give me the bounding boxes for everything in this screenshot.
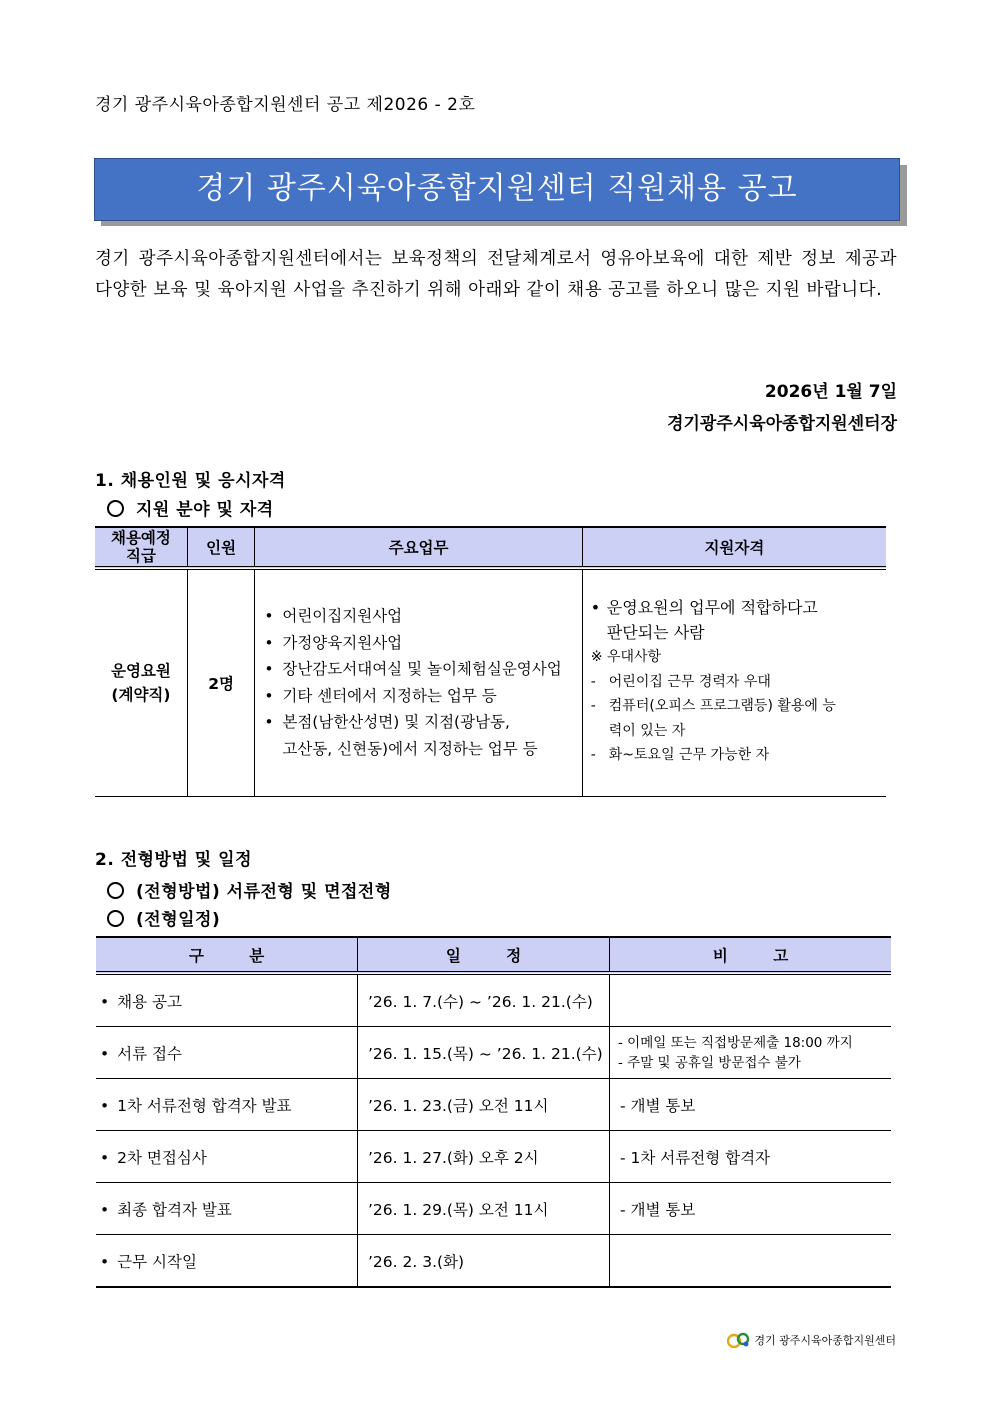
- duties-list: [256, 603, 580, 762]
- table-row: [96, 1183, 891, 1235]
- schedule-date: ’26. 1. 7.(수) ~ ’26. 1. 21.(수): [358, 973, 610, 1027]
- table-row: [96, 1235, 891, 1288]
- list-item: [264, 709, 580, 762]
- duties-cell: [255, 568, 582, 796]
- schedule-category: • 1차 서류전형 합격자 발표: [96, 1079, 358, 1131]
- intro-paragraph: 경기 광주시육아종합지원센터에서는 보육정책의 전달체계로서 영유아보육에 대한 제반 정보 제공과 다양한 보육 및 육아지원 사업을 추진하기 위해 아래와 같이 채용 공고를 하오니 많은 지원 바랍니다.: [95, 249, 897, 300]
- selection-method: [107, 877, 392, 902]
- notice-number: 경기 광주시육아종합지원센터 공고 제2026 - 2호: [95, 95, 476, 115]
- schedule-category: • 채용 공고: [96, 973, 358, 1027]
- preference-item-line1: - 컴퓨터(오피스 프로그램등) 활용에 능: [608, 698, 836, 714]
- duty-last-line2: 고산동, 신현동)에서 지정하는 업무 등: [282, 739, 538, 758]
- table-row: [96, 973, 891, 1027]
- header-duties: 주요업무: [255, 527, 582, 568]
- category-text: 근무 시작일: [117, 1252, 197, 1271]
- header-qualifications: 지원자격: [582, 527, 886, 568]
- category-text: 채용 공고: [117, 992, 182, 1011]
- schedule-remarks: - 1차 서류전형 합격자: [610, 1131, 892, 1183]
- preference-item-line2: 력이 있는 자: [608, 722, 686, 739]
- list-item: • 어린이집지원사업: [264, 603, 580, 630]
- qualification-main-line1: • 운영요원의 업무에 적합하다고: [606, 598, 818, 617]
- issuer-name: 경기광주시육아종합지원센터장: [667, 414, 897, 434]
- schedule-table: [96, 936, 891, 1288]
- section1-heading: 1. 채용인원 및 응시자격: [95, 471, 286, 491]
- page-title: 경기 광주시육아종합지원센터 직원채용 공고: [94, 158, 900, 221]
- schedule-date: ’26. 1. 23.(금) 오전 11시: [358, 1079, 610, 1131]
- position-cell: [95, 568, 187, 796]
- position-name: 운영요원: [110, 661, 171, 680]
- schedule-remarks: - 개별 통보: [610, 1079, 892, 1131]
- submission-note: - 주말 및 공휴일 방문접수 불가: [618, 1054, 801, 1071]
- schedule-category: • 서류 접수: [96, 1027, 358, 1079]
- header-count: 인원: [187, 527, 254, 568]
- section2-heading: 2. 전형방법 및 일정: [95, 850, 252, 870]
- qualification-main: [591, 596, 880, 645]
- list-item: • 장난감도서대여실 및 놀이체험실운영사업: [264, 656, 580, 683]
- qualifications-cell: [582, 568, 886, 796]
- schedule-remarks: [610, 1027, 892, 1079]
- table-header-row: [95, 527, 886, 568]
- table-row: [96, 1079, 891, 1131]
- schedule-date: ’26. 1. 29.(목) 오전 11시: [358, 1183, 610, 1235]
- schedule-remarks: - 개별 통보: [610, 1183, 892, 1235]
- schedule-date: ’26. 2. 3.(화): [358, 1235, 610, 1288]
- header-category: 구 분: [96, 937, 358, 973]
- circle-bullet-icon: [107, 500, 124, 517]
- center-logo-icon: [727, 1331, 751, 1349]
- section1-subheading-text: 지원 분야 및 자격: [136, 500, 274, 520]
- schedule-category: • 근무 시작일: [96, 1235, 358, 1288]
- selection-method-text: (전형방법) 서류전형 및 면접전형: [136, 882, 392, 902]
- category-text: 2차 면접심사: [117, 1148, 207, 1167]
- category-text: 서류 접수: [117, 1044, 182, 1063]
- schedule-date: ’26. 1. 15.(목) ~ ’26. 1. 21.(수): [358, 1027, 610, 1079]
- table-header-row: [96, 937, 891, 973]
- header-position-line2: 직급: [125, 547, 156, 565]
- qualification-main-line2: 판단되는 사람: [606, 622, 705, 642]
- schedule-remarks: [610, 1235, 892, 1288]
- table-row: [96, 1131, 891, 1183]
- footer-org-name: 경기 광주시육아종합지원센터: [754, 1334, 896, 1347]
- schedule-remarks: [610, 973, 892, 1027]
- preference-title: ※ 우대사항: [590, 649, 662, 665]
- list-item: • 가정양육지원사업: [264, 630, 580, 657]
- count-cell: 2명: [187, 568, 254, 796]
- preference-item: - 화~토요일 근무 가능한 자: [591, 743, 880, 768]
- position-type: (계약직): [111, 685, 171, 704]
- duty-last-line1: • 본점(남한산성면) 및 지점(광남동,: [282, 713, 510, 732]
- header-remarks: 비 고: [610, 937, 892, 973]
- circle-bullet-icon: [107, 910, 124, 927]
- header-position: [95, 527, 187, 568]
- schedule-label-text: (전형일정): [136, 910, 221, 930]
- category-text: 최종 합격자 발표: [117, 1200, 232, 1219]
- submission-note: - 이메일 또는 직접방문제출 18:00 까지: [618, 1034, 853, 1051]
- schedule-category: • 2차 면접심사: [96, 1131, 358, 1183]
- list-item: • 기타 센터에서 지정하는 업무 등: [264, 683, 580, 710]
- circle-bullet-icon: [107, 882, 124, 899]
- header-position-line1: 채용예정: [110, 529, 171, 547]
- table-row: [96, 1027, 891, 1079]
- footer-logo: [727, 1331, 896, 1349]
- preference-item: [591, 694, 880, 743]
- schedule-label: [107, 905, 220, 930]
- header-schedule: 일 정: [358, 937, 610, 973]
- schedule-date: ’26. 1. 27.(화) 오후 2시: [358, 1131, 610, 1183]
- recruitment-table: [95, 526, 886, 797]
- section1-subheading: [107, 495, 274, 520]
- table-row: [95, 568, 886, 796]
- announcement-date: 2026년 1월 7일: [764, 382, 897, 402]
- preference-item: - 어린이집 근무 경력자 우대: [591, 670, 880, 695]
- schedule-category: • 최종 합격자 발표: [96, 1183, 358, 1235]
- category-text: 1차 서류전형 합격자 발표: [117, 1096, 292, 1115]
